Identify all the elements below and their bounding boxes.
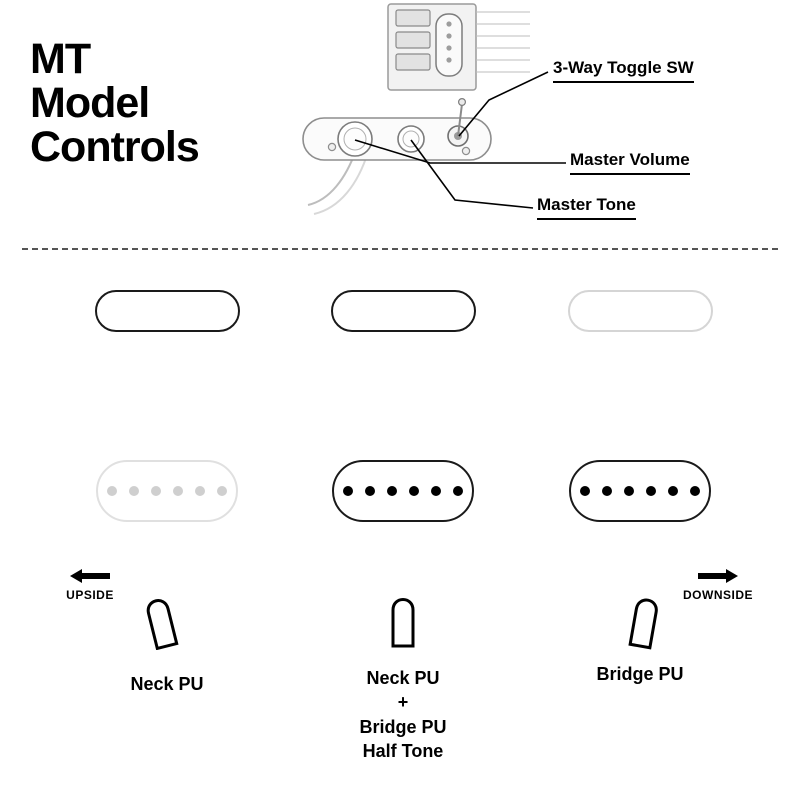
title-line-1: MT xyxy=(30,35,91,83)
bridge-pickup-active xyxy=(569,460,711,522)
switch-position-1 xyxy=(42,290,292,696)
switch-lever-up-icon[interactable] xyxy=(137,580,197,650)
page-title xyxy=(30,35,199,171)
guitar-illustration xyxy=(300,0,530,230)
neck-pickup-active xyxy=(332,460,474,522)
toggle-lever-position-3[interactable] xyxy=(515,580,765,660)
switch-lever-down-icon[interactable] xyxy=(610,580,670,650)
position-2-label-line-2: + xyxy=(397,692,409,713)
toggle-lever-position-2[interactable] xyxy=(278,580,528,660)
position-3-label: Bridge PU xyxy=(596,664,684,684)
direction-upside-label: UPSIDE xyxy=(66,588,114,602)
position-2-label-line-3: Bridge PU xyxy=(359,716,447,737)
toggle-lever-position-1[interactable] xyxy=(42,580,292,660)
guitar-control-plate-photo xyxy=(300,0,530,230)
switch-position-3 xyxy=(515,290,765,686)
pole-pieces xyxy=(334,486,472,496)
pole-pieces xyxy=(98,486,236,496)
callout-label-master-volume: Master Volume xyxy=(570,150,690,175)
pole-pieces xyxy=(571,486,709,496)
title-line-2: Model xyxy=(30,78,150,127)
direction-downside-label: DOWNSIDE xyxy=(683,588,753,602)
position-1-label: Neck PU xyxy=(130,674,204,694)
callout-label-master-tone: Master Tone xyxy=(537,195,636,220)
position-2-label-line-1: Neck PU xyxy=(366,668,440,688)
neck-pickup-inactive xyxy=(96,460,238,522)
blade-pickup-outline xyxy=(95,290,240,332)
callout-label-toggle-switch: 3-Way Toggle SW xyxy=(553,58,694,83)
title-line-3: Controls xyxy=(30,122,199,171)
section-divider xyxy=(22,248,778,250)
position-2-label xyxy=(278,666,528,763)
switch-lever-middle-icon[interactable] xyxy=(373,580,433,650)
position-2-label-line-4: Half Tone xyxy=(362,740,444,761)
blade-pickup-outline xyxy=(331,290,476,332)
switch-position-2 xyxy=(278,290,528,763)
blade-pickup-outline-inactive xyxy=(568,290,713,332)
